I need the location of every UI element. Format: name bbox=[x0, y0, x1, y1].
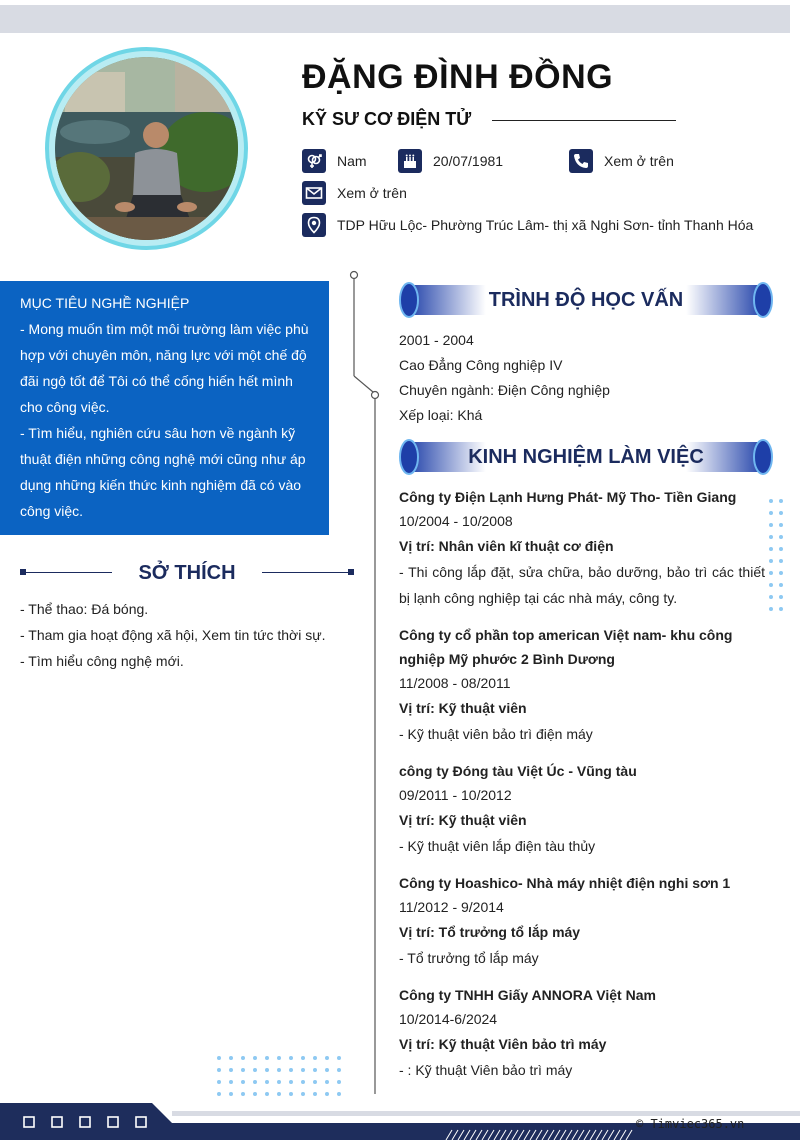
job-period: 11/2012 - 9/2014 bbox=[399, 899, 504, 915]
decor-dot bbox=[265, 1056, 269, 1060]
decor-dot bbox=[217, 1056, 221, 1060]
decor-dot bbox=[769, 523, 773, 527]
decor-dot bbox=[241, 1080, 245, 1084]
info-gender bbox=[302, 149, 367, 173]
decor-dot bbox=[217, 1068, 221, 1072]
hobby-item: - Tìm hiểu công nghệ mới. bbox=[20, 653, 184, 669]
decor-dot bbox=[241, 1092, 245, 1096]
decor-dot bbox=[769, 499, 773, 503]
decor-dot bbox=[769, 511, 773, 515]
decor-dot bbox=[229, 1068, 233, 1072]
hobby-item: - Thể thao: Đá bóng. bbox=[20, 601, 149, 617]
job-description: - Kỹ thuật viên lắp điện tàu thủy bbox=[399, 838, 596, 854]
objective-line: hợp với chuyên môn, năng lực với một chế độ bbox=[20, 347, 307, 363]
education-major: Chuyên ngành: Điện Công nghiệp bbox=[399, 382, 610, 398]
decor-dot bbox=[313, 1068, 317, 1072]
decor-dot bbox=[337, 1068, 341, 1072]
decor-dot bbox=[229, 1092, 233, 1096]
education-rank: Xếp loại: Khá bbox=[399, 407, 483, 423]
objective-line: thuật điện những công nghệ mới cũng như áp bbox=[20, 451, 306, 467]
info-phone bbox=[569, 149, 674, 173]
gender-icon bbox=[302, 149, 326, 173]
education-school: Cao Đẳng Công nghiệp IV bbox=[399, 357, 563, 373]
mail-icon bbox=[302, 181, 326, 205]
job-company: Công ty Điện Lạnh Hưng Phát- Mỹ Tho- Tiền Giang bbox=[399, 489, 737, 505]
education-period: 2001 - 2004 bbox=[399, 332, 474, 348]
job-position: Vị trí: Kỹ thuật Viên bảo trì máy bbox=[399, 1036, 607, 1052]
decor-dot bbox=[313, 1056, 317, 1060]
decor-dot bbox=[779, 511, 783, 515]
objective-line: - Mong muốn tìm một môi trường làm việc phù bbox=[20, 321, 309, 337]
job-company: Công ty cổ phần top american Việt nam- khu công nghiệp Mỹ phước 2 Bình Dương bbox=[399, 627, 733, 667]
job-entry bbox=[399, 759, 765, 859]
phone-icon bbox=[569, 149, 593, 173]
decor-dot bbox=[241, 1068, 245, 1072]
decor-dot bbox=[779, 559, 783, 563]
job-description: - : Kỹ thuật Viên bảo trì máy bbox=[399, 1062, 573, 1078]
decor-dot bbox=[253, 1068, 257, 1072]
info-address bbox=[302, 213, 753, 237]
decor-dot bbox=[301, 1068, 305, 1072]
experience-heading: KINH NGHIỆM LÀM VIỆC bbox=[468, 446, 704, 468]
experience-list bbox=[399, 485, 765, 1095]
decor-dot bbox=[217, 1092, 221, 1096]
hobbies-heading: SỞ THÍCH bbox=[138, 562, 236, 584]
objective-heading: MỤC TIÊU NGHỀ NGHIỆP bbox=[20, 295, 190, 311]
decor-dot bbox=[289, 1080, 293, 1084]
job-period: 10/2004 - 10/2008 bbox=[399, 513, 513, 529]
decor-dot bbox=[289, 1056, 293, 1060]
decor-dot bbox=[289, 1092, 293, 1096]
objective-line: dụng những kiến thức kinh nghiệm đã có vào bbox=[20, 477, 302, 493]
job-period: 11/2008 - 08/2011 bbox=[399, 675, 511, 691]
decor-dots-right bbox=[769, 499, 787, 619]
avatar bbox=[55, 57, 238, 240]
job-period: 09/2011 - 10/2012 bbox=[399, 787, 512, 803]
decor-dot bbox=[779, 547, 783, 551]
decor-dot bbox=[769, 595, 773, 599]
decor-dot bbox=[325, 1092, 329, 1096]
decor-dot bbox=[277, 1068, 281, 1072]
decor-dot bbox=[229, 1080, 233, 1084]
decor-dot bbox=[769, 535, 773, 539]
job-description: - Thi công lắp đặt, sửa chữa, bảo dưỡng, bảo trì các thiết bị lạnh công nghiệp tại các nhà máy, công ty. bbox=[399, 564, 765, 606]
decor-dot bbox=[217, 1080, 221, 1084]
decor-dot bbox=[769, 571, 773, 575]
decor-dot bbox=[779, 607, 783, 611]
decor-dot bbox=[779, 499, 783, 503]
objective-line: đãi ngộ tốt để Tôi có thể cống hiến hết mình bbox=[20, 373, 293, 389]
title-divider bbox=[492, 120, 676, 121]
decor-dot bbox=[325, 1080, 329, 1084]
decor-dot bbox=[769, 559, 773, 563]
decor-dot bbox=[337, 1092, 341, 1096]
decor-dot bbox=[313, 1092, 317, 1096]
decor-dot bbox=[769, 583, 773, 587]
decor-dot bbox=[265, 1080, 269, 1084]
decor-dot bbox=[779, 535, 783, 539]
job-period: 10/2014-6/2024 bbox=[399, 1011, 498, 1027]
job-position: Vị trí: Kỹ thuật viên bbox=[399, 812, 527, 828]
hobby-item: - Tham gia hoạt động xã hội, Xem tin tức thời sự. bbox=[20, 627, 326, 643]
decor-dot bbox=[313, 1080, 317, 1084]
decor-dot bbox=[265, 1068, 269, 1072]
education-details bbox=[399, 328, 610, 428]
decor-dot bbox=[325, 1068, 329, 1072]
job-entry bbox=[399, 983, 765, 1083]
decor-dot bbox=[301, 1092, 305, 1096]
decor-dot bbox=[253, 1092, 257, 1096]
birthday-value: 20/07/1981 bbox=[433, 153, 504, 169]
location-icon bbox=[302, 213, 326, 237]
objective-line: cho công việc. bbox=[20, 399, 110, 415]
decor-dot bbox=[325, 1056, 329, 1060]
decor-dot bbox=[337, 1056, 341, 1060]
info-email bbox=[302, 181, 407, 205]
hobbies-header bbox=[20, 560, 354, 586]
job-company: Công ty Hoashico- Nhà máy nhiệt điện nghi sơn 1 bbox=[399, 875, 731, 891]
candidate-name: ĐẶNG ĐÌNH ĐỒNG bbox=[302, 58, 614, 96]
job-position: Vị trí: Kỹ thuật viên bbox=[399, 700, 527, 716]
decor-dots-bottom bbox=[217, 1056, 341, 1096]
decor-dot bbox=[769, 547, 773, 551]
email-value: Xem ở trên bbox=[337, 185, 407, 201]
job-position: Vị trí: Tổ trưởng tổ lắp máy bbox=[399, 924, 581, 940]
job-entry bbox=[399, 485, 765, 611]
job-title: KỸ SƯ CƠ ĐIỆN TỬ bbox=[302, 109, 472, 129]
decor-dot bbox=[277, 1080, 281, 1084]
decor-dot bbox=[779, 523, 783, 527]
decor-dot bbox=[779, 595, 783, 599]
decor-dot bbox=[769, 607, 773, 611]
decor-dot bbox=[229, 1056, 233, 1060]
education-heading: TRÌNH ĐỘ HỌC VẤN bbox=[488, 289, 684, 311]
decor-dot bbox=[779, 583, 783, 587]
timeline-line bbox=[340, 266, 385, 1096]
decor-dot bbox=[301, 1080, 305, 1084]
decor-dot bbox=[241, 1056, 245, 1060]
decor-dot bbox=[253, 1080, 257, 1084]
footer-watermark: © Timviec365.vn bbox=[636, 1117, 745, 1131]
decor-dot bbox=[779, 571, 783, 575]
info-birthday bbox=[398, 149, 503, 173]
experience-banner bbox=[399, 439, 773, 475]
decor-dot bbox=[265, 1092, 269, 1096]
decor-dot bbox=[277, 1092, 281, 1096]
job-company: Công ty TNHH Giấy ANNORA Việt Nam bbox=[399, 987, 656, 1003]
job-entry bbox=[399, 623, 765, 747]
decor-dot bbox=[277, 1056, 281, 1060]
job-description: - Kỹ thuật viên bảo trì điện máy bbox=[399, 726, 593, 742]
objective-line: công việc. bbox=[20, 503, 84, 519]
education-banner bbox=[399, 282, 773, 318]
decor-dot bbox=[289, 1068, 293, 1072]
job-company: công ty Đóng tàu Việt Úc - Vũng tàu bbox=[399, 763, 637, 779]
address-value: TDP Hữu Lộc- Phường Trúc Lâm- thị xã Nghi Sơn- tỉnh Thanh Hóa bbox=[337, 217, 754, 233]
job-description: - Tổ trưởng tổ lắp máy bbox=[399, 950, 539, 966]
hobbies-list bbox=[20, 596, 325, 674]
career-objective bbox=[0, 281, 329, 535]
phone-value: Xem ở trên bbox=[604, 153, 674, 169]
decor-dot bbox=[301, 1056, 305, 1060]
decor-dot bbox=[253, 1056, 257, 1060]
cake-icon bbox=[398, 149, 422, 173]
decor-dot bbox=[337, 1080, 341, 1084]
job-position: Vị trí: Nhân viên kĩ thuật cơ điện bbox=[399, 538, 614, 554]
job-entry bbox=[399, 871, 765, 971]
objective-line: - Tìm hiểu, nghiên cứu sâu hơn về ngành kỹ bbox=[20, 425, 296, 441]
top-band bbox=[0, 5, 790, 33]
gender-value: Nam bbox=[337, 153, 367, 169]
